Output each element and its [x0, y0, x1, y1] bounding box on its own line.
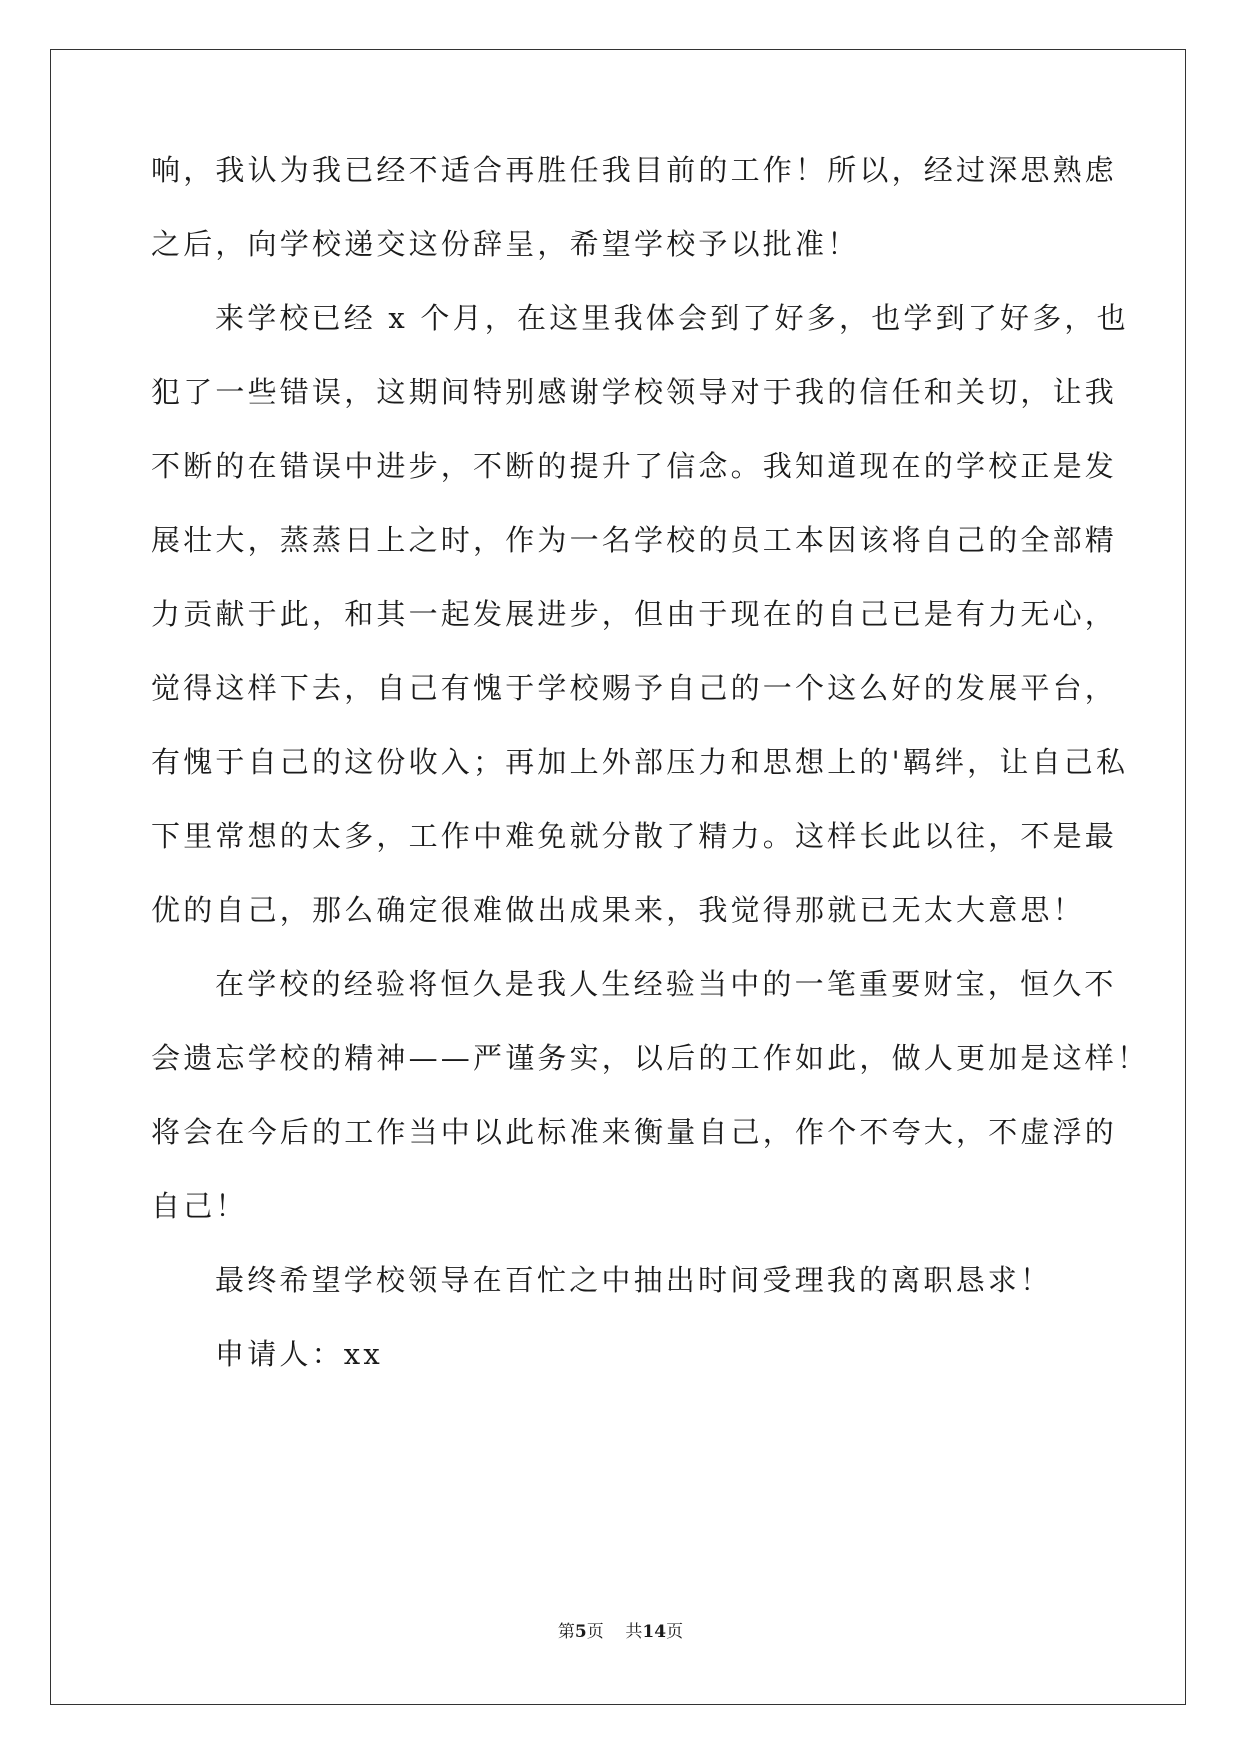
text-line: 犯了一些错误，这期间特别感谢学校领导对于我的信任和关切，让我	[151, 375, 1118, 409]
footer-page-suffix: 页	[586, 1622, 604, 1642]
footer-total-prefix: 共	[625, 1622, 643, 1642]
text-line: 将会在今后的工作当中以此标准来衡量自己，作个不夸大，不虚浮的	[151, 1115, 1118, 1149]
footer-page-prefix: 第	[557, 1622, 575, 1642]
paragraph-start-line: 在学校的经验将恒久是我人生经验当中的一笔重要财宝，恒久不	[215, 967, 1117, 1001]
text-line: 觉得这样下去，自己有愧于学校赐予自己的一个这么好的发展平台，	[151, 671, 1118, 705]
text-line: 有愧于自己的这份收入；再加上外部压力和思想上的'羁绊，让自己私	[151, 745, 1129, 779]
text-line: 响，我认为我已经不适合再胜任我目前的工作！所以，经过深思熟虑	[151, 153, 1118, 187]
text-line: 力贡献于此，和其一起发展进步，但由于现在的自己已是有力无心，	[151, 597, 1118, 631]
signature-line: 申请人：xx	[215, 1337, 383, 1371]
text-line: 会遗忘学校的精神——严谨务实，以后的工作如此，做人更加是这样！	[151, 1041, 1150, 1075]
paragraph-start-line: 来学校已经 x 个月，在这里我体会到了好多，也学到了好多，也	[215, 301, 1129, 335]
page-footer	[0, 1617, 1241, 1642]
text-line: 自己！	[151, 1189, 248, 1223]
text-line: 下里常想的太多，工作中难免就分散了精力。这样长此以往，不是最	[151, 819, 1118, 853]
text-line: 不断的在错误中进步，不断的提升了信念。我知道现在的学校正是发	[151, 449, 1118, 483]
footer-total-pages: 14	[642, 1622, 667, 1642]
footer-total-suffix: 页	[666, 1622, 684, 1642]
footer-page-number: 5	[574, 1622, 587, 1642]
text-line: 展壮大，蒸蒸日上之时，作为一名学校的员工本因该将自己的全部精	[151, 523, 1118, 557]
closing-request-line: 最终希望学校领导在百忙之中抽出时间受理我的离职恳求！	[215, 1263, 1053, 1297]
text-line: 优的自己，那么确定很难做出成果来，我觉得那就已无太大意思！	[151, 893, 1085, 927]
text-line: 之后，向学校递交这份辞呈，希望学校予以批准！	[151, 227, 860, 261]
